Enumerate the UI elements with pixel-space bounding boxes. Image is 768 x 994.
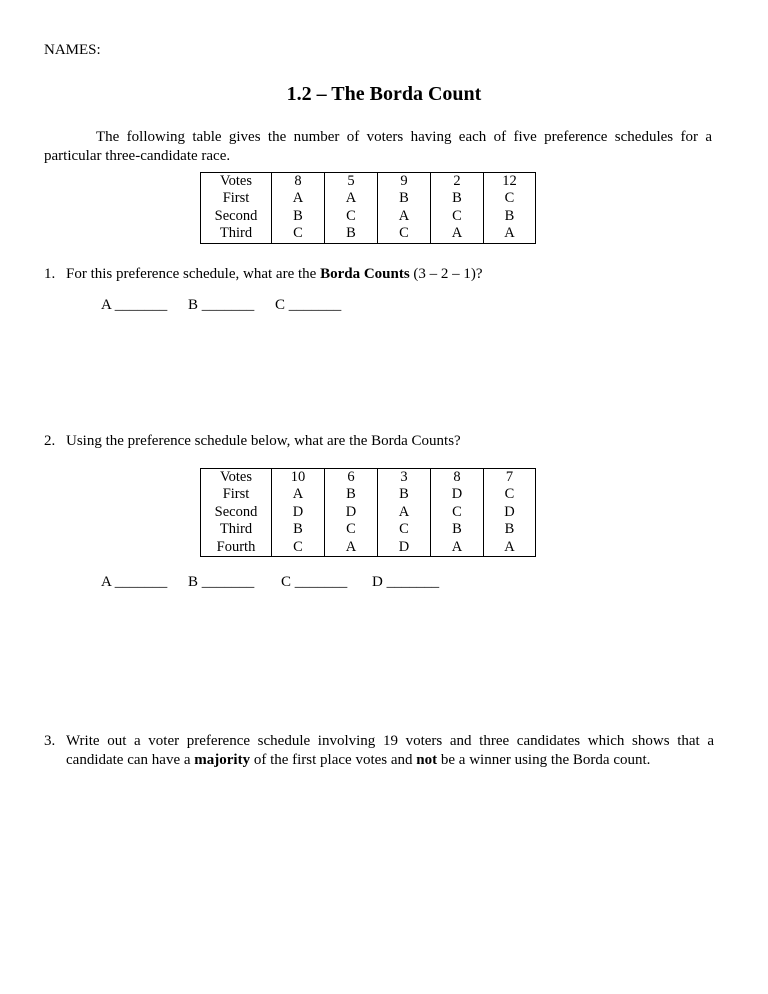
- row-label: First: [222, 486, 250, 503]
- table-cell: D: [292, 503, 304, 520]
- row-label: Second: [214, 503, 258, 520]
- question-1-text-part: For this preference schedule, what are the: [66, 266, 321, 282]
- table-cell: C: [293, 538, 303, 555]
- table-cell: B: [504, 207, 515, 224]
- table-cell: 8: [453, 469, 461, 485]
- table-cell: C: [504, 486, 515, 503]
- table-cell: B: [346, 225, 356, 242]
- row-label: Third: [219, 225, 253, 242]
- table-cell: D: [345, 503, 357, 520]
- table-cell: B: [452, 521, 462, 538]
- table-cell: 5: [347, 173, 355, 189]
- table-cell: B: [293, 207, 303, 224]
- answer-blank-c[interactable]: C _______: [281, 574, 348, 590]
- table-cell: B: [452, 190, 462, 207]
- question-1-number: 1.: [44, 266, 56, 282]
- table-cell: B: [293, 521, 303, 538]
- question-3-bold-term: not: [416, 752, 438, 768]
- table-cell: C: [346, 521, 356, 538]
- table-cell: B: [504, 521, 515, 538]
- answer-blank-a[interactable]: A _______: [101, 574, 168, 590]
- schedule-column: [484, 469, 536, 557]
- table-cell: 8: [294, 173, 302, 189]
- answer-blank-b[interactable]: B _______: [188, 297, 255, 313]
- table-cell: B: [399, 190, 409, 207]
- table-cell: D: [398, 538, 410, 555]
- schedule-column: [378, 469, 431, 557]
- table-cell: C: [399, 225, 409, 242]
- preference-table-1: [200, 172, 536, 244]
- table-cell: A: [451, 538, 463, 555]
- table-cell: B: [399, 486, 409, 503]
- question-1-text-part: (3 – 2 – 1)?: [409, 266, 483, 282]
- table-cell: 2: [453, 173, 461, 189]
- question-3-text: [66, 732, 714, 770]
- schedule-column: [431, 173, 484, 244]
- table-cell: C: [399, 521, 409, 538]
- question-3-bold-term: majority: [194, 752, 251, 768]
- question-3-text-part: be a winner using the Borda count.: [437, 752, 651, 768]
- question-2-text: Using the preference schedule below, what are the Borda Counts?: [66, 433, 461, 449]
- schedule-column: [325, 173, 378, 244]
- table-cell: 6: [347, 469, 355, 485]
- table-cell: B: [346, 486, 356, 503]
- table-cell: A: [345, 190, 357, 207]
- table-cell: C: [452, 207, 462, 224]
- row-label: First: [222, 190, 250, 207]
- table-cell: A: [345, 538, 357, 555]
- table-cell: C: [346, 207, 356, 224]
- schedule-column: [272, 469, 325, 557]
- table-cell: A: [398, 207, 410, 224]
- table-cell: D: [504, 503, 515, 520]
- table-cell: 7: [505, 469, 514, 485]
- question-1-bold-term: Borda Counts: [320, 266, 410, 282]
- table-cell: C: [293, 225, 303, 242]
- table-cell: 12: [502, 173, 517, 189]
- table-cell: A: [292, 190, 304, 207]
- question-3-text-part: Write out a voter preference schedule involving 19 voters and three candidates which shows that a candidate can have a: [66, 733, 714, 768]
- row-labels-column: [201, 469, 272, 557]
- table-cell: A: [292, 486, 304, 503]
- schedule-column: [431, 469, 484, 557]
- table-cell: A: [451, 225, 463, 242]
- row-labels-column: [201, 173, 272, 244]
- row-label: Votes: [220, 469, 252, 485]
- row-label: Third: [219, 521, 253, 538]
- intro-paragraph: The following table gives the number of voters having each of five preference schedules for a particular three-candidate race.: [44, 129, 712, 164]
- answer-blank-a[interactable]: A _______: [101, 297, 168, 313]
- table-cell: 10: [290, 469, 306, 485]
- question-1-text: [66, 265, 483, 283]
- answer-blank-c[interactable]: C _______: [275, 297, 342, 313]
- schedule-column: [325, 469, 378, 557]
- table-cell: D: [451, 486, 463, 503]
- row-label: Second: [214, 207, 258, 224]
- table-cell: A: [504, 538, 515, 555]
- page-title: 1.2 – The Borda Count: [286, 83, 482, 105]
- schedule-column: [272, 173, 325, 244]
- table-cell: C: [504, 190, 515, 207]
- table-cell: A: [398, 503, 410, 520]
- schedule-column: [484, 173, 536, 244]
- question-3-number: 3.: [44, 733, 56, 749]
- schedule-column: [378, 173, 431, 244]
- answer-blank-d[interactable]: D _______: [372, 574, 440, 590]
- answer-blank-b[interactable]: B _______: [188, 574, 255, 590]
- table-cell: 9: [400, 173, 408, 189]
- question-3-text-part: of the first place votes and: [250, 752, 417, 768]
- table-cell: A: [504, 225, 515, 242]
- row-label: Fourth: [216, 538, 256, 555]
- table-cell: C: [452, 503, 462, 520]
- question-2-number: 2.: [44, 433, 56, 449]
- row-label: Votes: [220, 173, 252, 189]
- preference-table-2: [200, 468, 536, 557]
- names-label: NAMES:: [44, 42, 101, 58]
- table-cell: 3: [400, 469, 408, 485]
